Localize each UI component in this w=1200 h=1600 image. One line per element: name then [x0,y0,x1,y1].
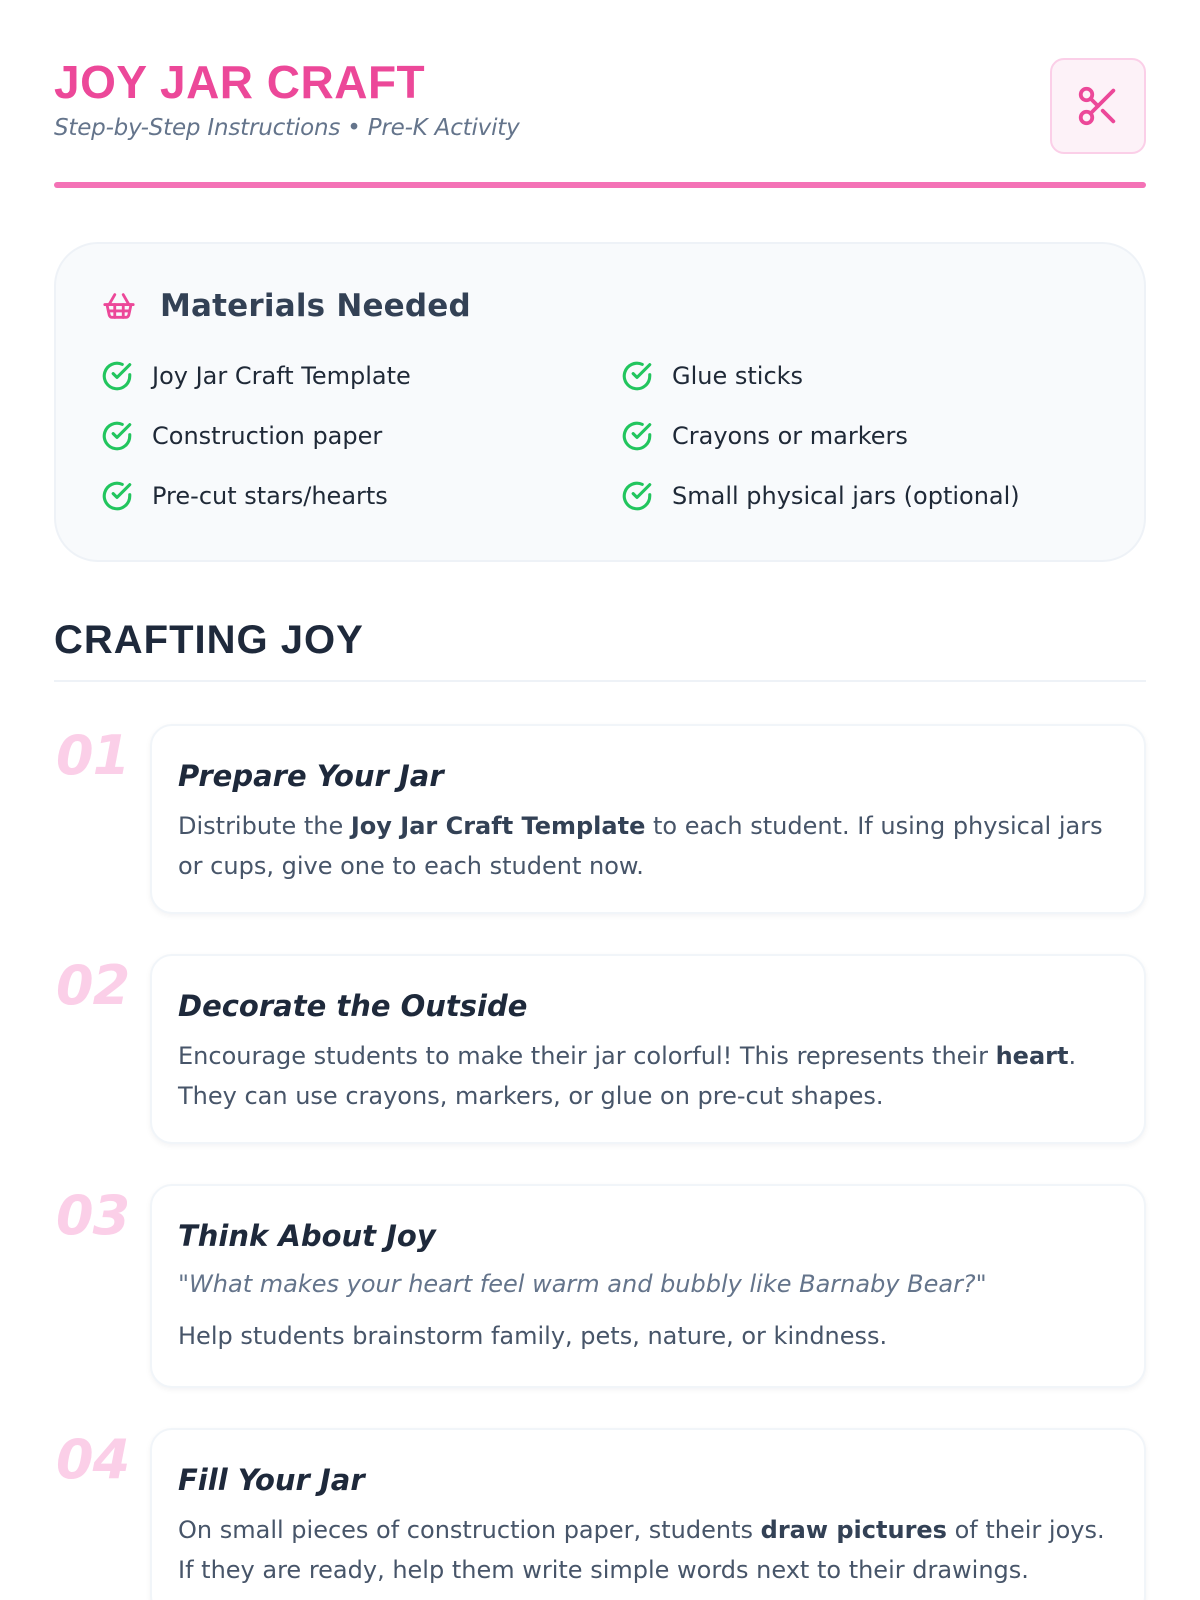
material-item-label: Crayons or markers [672,422,908,450]
step-body-text: On small pieces of construction paper, students [178,1516,761,1544]
step-number: 02 [56,954,130,1017]
material-item [620,476,1020,516]
material-item [620,356,803,396]
scissors-icon [1075,83,1121,129]
check-circle-icon [620,419,654,453]
materials-heading-label: Materials Needed [160,288,471,324]
material-item-label: Glue sticks [672,362,804,390]
step-title: Prepare Your Jar [178,759,444,793]
material-item-label: Joy Jar Craft Template [152,362,411,390]
step-body-text: to each student. If using physical jars or cups, give one to each student now. [178,812,1103,880]
step-body [178,1036,1118,1116]
page-title: JOY JAR CRAFT [54,56,426,108]
step-body-text: Encourage students to make their jar colorful! This represents their [178,1042,996,1070]
basket-icon [100,289,138,323]
step-body [178,806,1118,886]
step-card [150,724,1146,914]
step-body-emphasis: Joy Jar Craft Template [350,812,646,840]
step-body [178,1510,1118,1590]
material-item-label: Construction paper [152,422,383,450]
step-body-text: Distribute the [178,812,351,840]
check-circle-icon [620,479,654,513]
material-item-label: Small physical jars (optional) [672,482,1020,510]
material-item [620,416,908,456]
step-number: 04 [56,1428,130,1491]
scissors-icon-badge [1050,58,1146,154]
step-body-text: . They can use crayons, markers, or glue on pre-cut shapes. [178,1042,1077,1110]
material-item-label: Pre-cut stars/hearts [152,482,388,510]
step-body-text: of their joys. If they are ready, help them write simple words next to their drawings. [178,1516,1105,1584]
check-circle-icon [100,359,134,393]
step-card [150,1184,1146,1388]
section-title: CRAFTING JOY [54,618,364,662]
step-number: 01 [56,724,130,787]
page-subtitle: Step-by-Step Instructions • Pre-K Activity [54,115,520,141]
step-title: Fill Your Jar [178,1463,365,1497]
check-circle-icon [620,359,654,393]
check-circle-icon [100,419,134,453]
page-header [54,55,1146,190]
step-card [150,1428,1146,1600]
material-item [100,356,411,396]
step-title: Decorate the Outside [178,989,528,1023]
step-title: Think About Joy [178,1219,436,1253]
check-circle-icon [100,479,134,513]
step-body: Help students brainstorm family, pets, nature, or kindness. [178,1322,888,1350]
step-number: 03 [56,1184,130,1247]
step-quote: "What makes your heart feel warm and bubbly like Barnaby Bear?" [178,1270,987,1298]
header-divider [54,182,1146,188]
material-item [100,416,382,456]
step-body-emphasis: heart [995,1042,1069,1070]
materials-heading [100,288,471,324]
section-divider [54,680,1146,682]
step-body-emphasis: draw pictures [760,1516,947,1544]
materials-card [54,242,1146,562]
step-card [150,954,1146,1144]
material-item [100,476,388,516]
